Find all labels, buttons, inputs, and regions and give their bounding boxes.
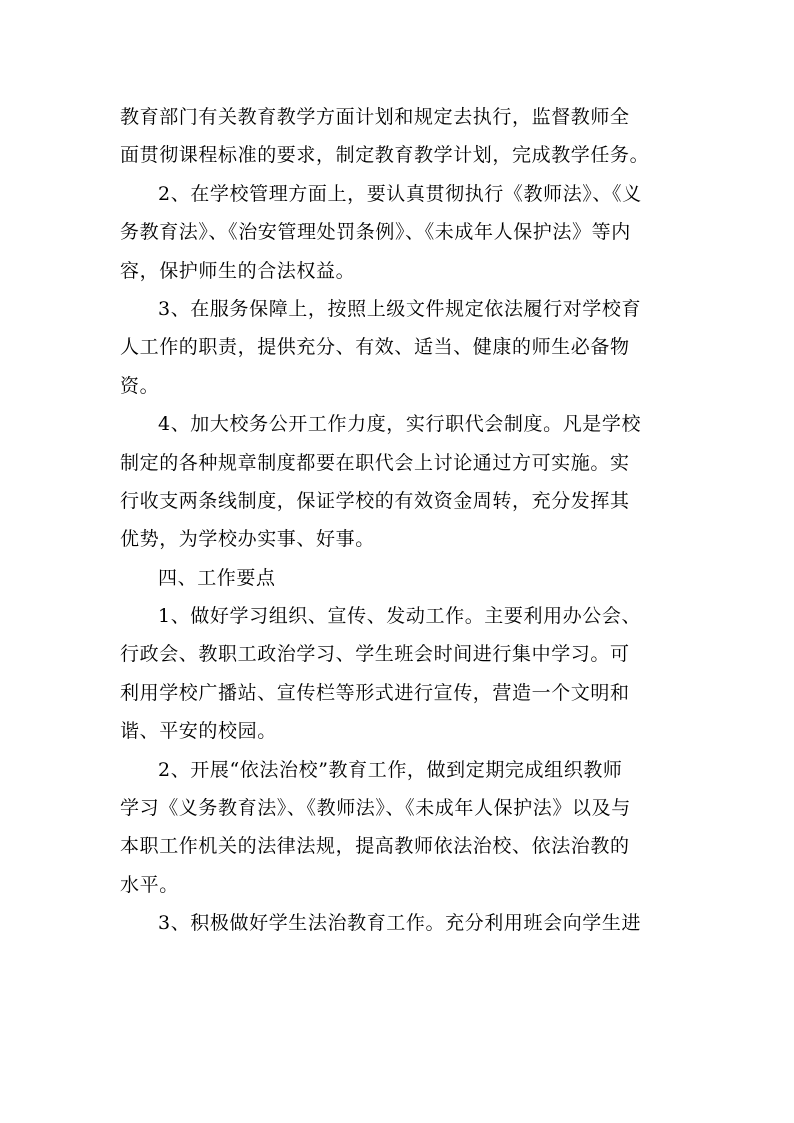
paragraph-line: 2、在学校管理方面上，要认真贯彻执行《教师法》、《义 (158, 182, 642, 205)
paragraph-line: 容，保护师生的合法权益。 (120, 259, 356, 282)
paragraph-line: 优势，为学校办实事、好事。 (120, 528, 375, 551)
paragraph-line: 资。 (120, 374, 160, 397)
paragraph-line: 行政会、教职工政治学习、学生班会时间进行集中学习。可 (120, 643, 630, 666)
paragraph-line: 人工作的职责，提供充分、有效、适当、健康的师生必备物 (120, 336, 630, 359)
paragraph-line: 4、加大校务公开工作力度，实行职代会制度。凡是学校 (158, 413, 642, 436)
paragraph-line: 水平。 (120, 873, 179, 896)
paragraph-line: 3、在服务保障上，按照上级文件规定依法履行对学校育 (158, 297, 642, 320)
paragraph-line: 利用学校广播站、宣传栏等形式进行宣传，营造一个文明和 (120, 681, 630, 704)
paragraph-line: 2、开展“依法治校”教育工作，做到定期完成组织教师 (158, 758, 623, 781)
paragraph-line: 制定的各种规章制度都要在职代会上讨论通过方可实施。实 (120, 451, 630, 474)
paragraph-line: 学习《义务教育法》、《教师法》、《未成年人保护法》以及与 (120, 797, 631, 820)
paragraph-line: 面贯彻课程标准的要求，制定教育教学计划，完成教学任务。 (120, 144, 650, 167)
paragraph-line: 1、做好学习组织、宣传、发动工作。主要利用办公会、 (158, 605, 642, 628)
section-heading: 四、工作要点 (158, 566, 276, 589)
paragraph-line: 3、积极做好学生法治教育工作。充分利用班会向学生进 (158, 912, 642, 935)
paragraph-line: 教育部门有关教育教学方面计划和规定去执行，监督教师全 (120, 106, 630, 128)
document-body (120, 98, 680, 943)
paragraph-line: 务教育法》、《治安管理处罚条例》、《未成年人保护法》等内 (120, 221, 631, 244)
paragraph-line: 行收支两条线制度，保证学校的有效资金周转，充分发挥其 (120, 489, 630, 512)
paragraph-line: 谐、平安的校园。 (120, 720, 277, 743)
paragraph-line: 本职工作机关的法律法规，提高教师依法治校、依法治教的 (120, 835, 630, 858)
